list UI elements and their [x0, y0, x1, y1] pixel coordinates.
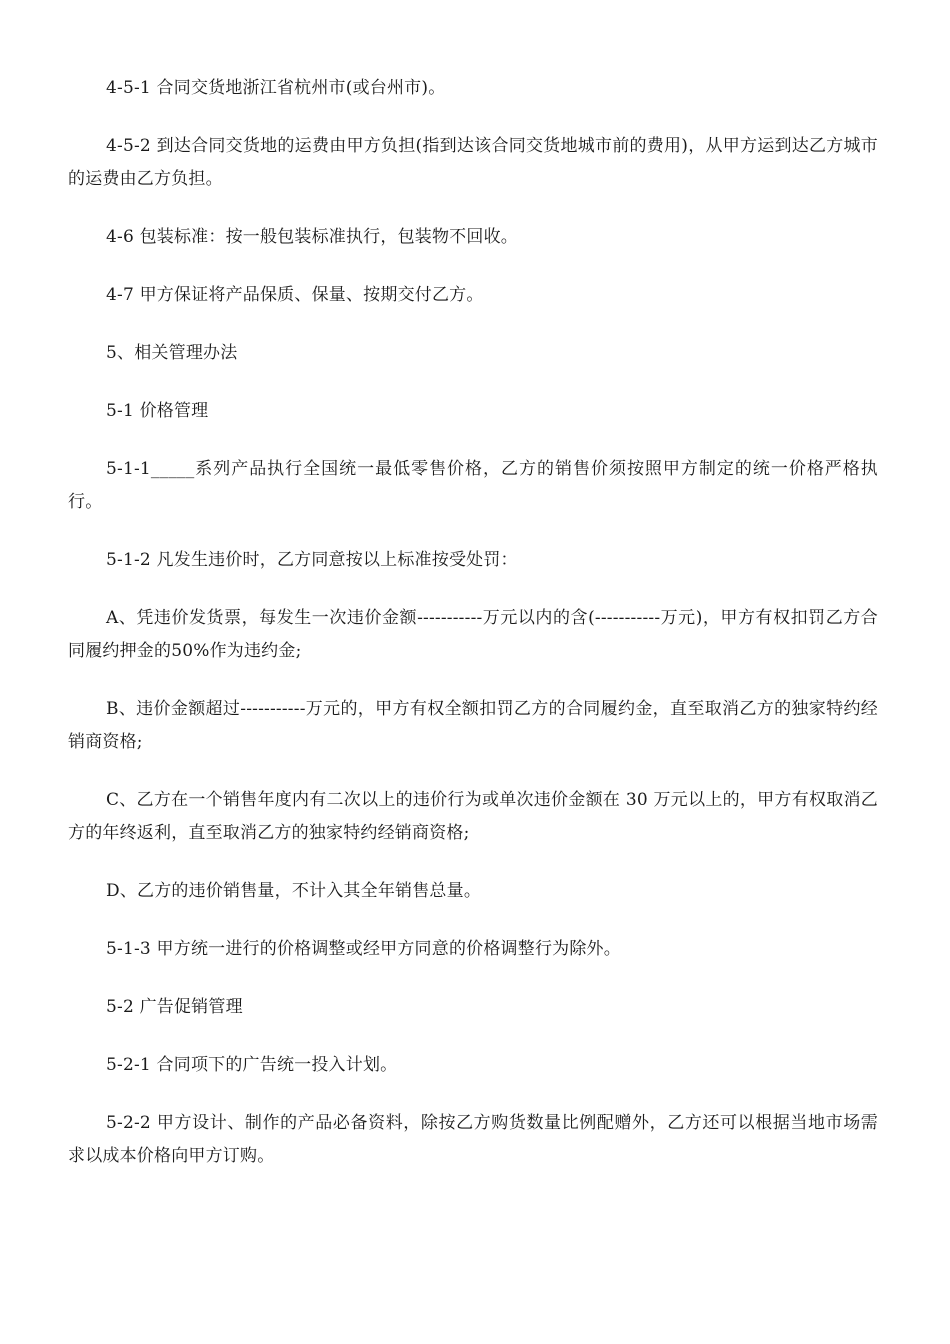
section-heading-5: 5、相关管理办法 — [106, 343, 238, 363]
paragraph-5-2-2: 5-2-2 甲方设计、制作的产品必备资料，除按乙方购货数量比例配赠外，乙方还可以根据当地市场需求以成本价格向甲方订购。 — [68, 1113, 878, 1166]
paragraph-4-6: 4-6 包装标准：按一般包装标准执行，包装物不回收。 — [106, 227, 518, 247]
paragraph-4-5-1: 4-5-1 合同交货地浙江省杭州市(或台州市)。 — [106, 78, 446, 98]
paragraph-4-7: 4-7 甲方保证将产品保质、保量、按期交付乙方。 — [106, 285, 484, 305]
paragraph-5-2-1: 5-2-1 合同项下的广告统一投入计划。 — [106, 1055, 398, 1075]
clause-b: B、违价金额超过-----------万元的，甲方有权全额扣罚乙方的合同履约金，直至取消乙方的独家特约经销商资格; — [68, 699, 878, 752]
paragraph-5-1-2: 5-1-2 凡发生违价时，乙方同意按以上标准按受处罚： — [106, 550, 518, 570]
paragraph-5-1-1: 5-1-1_____系列产品执行全国统一最低零售价格，乙方的销售价须按照甲方制定的统一价格严格执行。 — [68, 459, 878, 512]
document-body — [68, 72, 878, 1198]
paragraph-4-5-2: 4-5-2 到达合同交货地的运费由甲方负担(指到达该合同交货地城市前的费用)，从甲方运到达乙方城市的运费由乙方负担。 — [68, 136, 878, 189]
subsection-heading-5-1: 5-1 价格管理 — [106, 401, 209, 421]
clause-c: C、乙方在一个销售年度内有二次以上的违价行为或单次违价金额在 30 万元以上的，甲方有权取消乙方的年终返利，直至取消乙方的独家特约经销商资格; — [68, 790, 878, 843]
subsection-heading-5-2: 5-2 广告促销管理 — [106, 997, 243, 1017]
clause-a: A、凭违价发货票，每发生一次违价金额-----------万元以内的含(-----------万元)，甲方有权扣罚乙方合同履约押金的50%作为违约金; — [68, 608, 878, 661]
paragraph-5-1-3: 5-1-3 甲方统一进行的价格调整或经甲方同意的价格调整行为除外。 — [106, 939, 621, 959]
clause-d: D、乙方的违价销售量，不计入其全年销售总量。 — [106, 881, 482, 901]
